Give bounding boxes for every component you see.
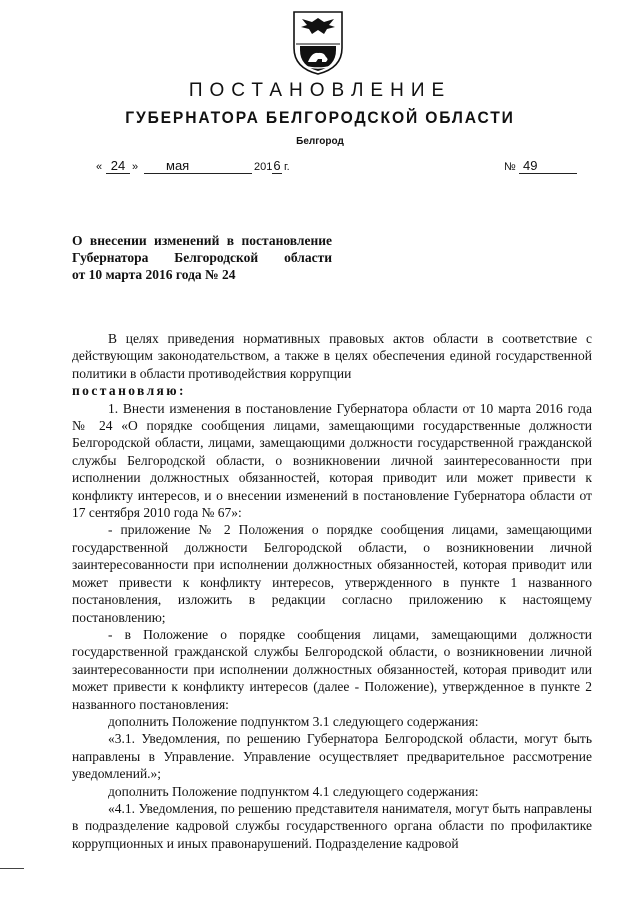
date-quote-close: » [132,161,139,173]
date-year-prefix: 201 [254,161,273,173]
body-paragraph-1: 1. Внести изменения в постановление Губернатора области от 10 марта 2016 года № 24 «О порядке сообщения лицами, замещающими государственные должности Белгородской области, лицами, замещающими должности государственной гражданской службы Белгородской области, о возникновении личной заинтересованности при исполнении должностных обязанностей, которая приводит или может привести к конфликту интересов, и о внесении изменений в постановление Губернатора области от 17 сентября 2010 года № 67»: [72,400,592,521]
body-paragraph-7: «4.1. Уведомления, по решению представителя нанимателя, могут быть направлены в подразделение кадровой службы государственного органа области по профилактике коррупционных и иных правонарушений. Подразделение кадровой [72,800,592,851]
date-month: мая [144,158,252,174]
document-body [72,330,592,852]
coat-of-arms-icon [290,10,346,76]
document-issuer: ГУБЕРНАТОРА БЕЛГОРОДСКОЙ ОБЛАСТИ [125,108,515,127]
subject-line-3: от 10 марта 2016 года № 24 [72,267,236,282]
date-year-suffix: 6 [273,158,281,173]
preamble-text: В целях приведения нормативных правовых актов области в соответствие с действующим законодательством, а также в целях обеспечения единой государственной политики в области противодействия коррупции [72,331,592,381]
date-year-tail: г. [284,161,290,173]
number-prefix: № [504,161,516,173]
body-paragraph-2: - приложение № 2 Положения о порядке сообщения лицами, замещающими государственной должности Белгородской области, о возникновении личной заинтересованности при исполнении должностных обязанностей, которая приводит или может привести к конфликту интересов, утвержденного в пункте 1 названного постановления, изложить в редакции согласно приложению к настоящему постановлению; [72,522,592,625]
scan-edge-mark [0,868,24,869]
body-paragraph-preamble [72,330,592,400]
body-paragraph-4: дополнить Положение подпунктом 3.1 следующего содержания: [108,713,479,729]
subject-line-2: Губернатора Белгородской области [72,250,332,265]
body-paragraph-3: - в Положение о порядке сообщения лицами, замещающими должности государственной гражданской службы Белгородской области, о возникновении личной заинтересованности при исполнении должностных обязанностей, которая приводит или может привести к конфликту интересов (далее - Положение), утвержденное в пункте 2 названного постановления: [72,626,592,712]
body-paragraph-6: дополнить Положение подпунктом 4.1 следующего содержания: [108,783,479,799]
date-day: 24 [106,158,130,174]
resolve-colon: : [178,383,184,399]
date-number-line [96,158,576,181]
date-quote-open: « [96,161,103,173]
document-subject [72,232,332,283]
document-number: 49 [519,158,577,174]
subject-line-1: О внесении изменений в постановление [72,233,332,248]
body-paragraph-5: «3.1. Уведомления, по решению Губернатора Белгородской области, могут быть направлены в Управление. Управление осуществляет предварительное рассмотрение уведомлений.»; [72,731,592,782]
document-title: ПОСТАНОВЛЕНИЕ [188,80,452,101]
resolve-word: постановляю [72,383,179,399]
document-city: Белгород [296,136,344,147]
